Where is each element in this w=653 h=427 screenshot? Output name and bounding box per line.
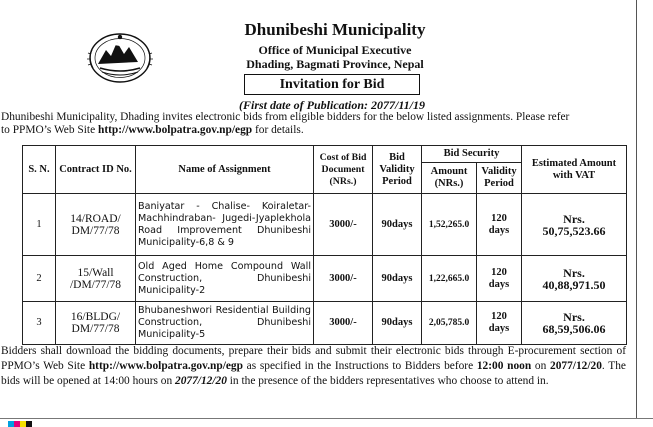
row-cost: 3000/-	[314, 194, 373, 256]
estimated-value: 40,88,971.50	[542, 277, 606, 292]
row-estimated	[522, 194, 627, 256]
header-assignment: Name of Assignment	[136, 146, 314, 194]
row-contract-id: 16/BLDG/ DM/77/78	[56, 302, 136, 345]
office-name: Office of Municipal Executive	[258, 43, 412, 57]
intro-line-2	[1, 124, 635, 137]
estimated-currency: Nrs.	[563, 310, 585, 324]
row-contract-id: 15/Wall /DM/77/78	[56, 256, 136, 302]
row-security-validity: 120 days	[477, 256, 522, 302]
print-color-bar	[8, 421, 32, 427]
closing-text: in the presence of the bidders representatives who choose to attend in.	[226, 375, 549, 388]
municipality-seal-logo	[84, 28, 156, 84]
table-row	[23, 256, 627, 302]
row-assignment: Old Aged Home Compound Wall Construction, Dhunibeshi Municipality-2	[136, 256, 314, 302]
office-address: Dhading, Bagmati Province, Nepal	[246, 57, 424, 71]
row-cost: 3000/-	[314, 256, 373, 302]
header-validity: Bid Validity Period	[373, 146, 422, 194]
row-security-amount: 2,05,785.0	[422, 302, 477, 345]
estimated-value: 50,75,523.66	[542, 223, 606, 238]
row-contract-id: 14/ROAD/ DM/77/78	[56, 194, 136, 256]
closing-text: as specified in the Instructions to Bidders before	[242, 360, 477, 373]
estimated-currency: Nrs.	[563, 211, 585, 226]
bid-table	[22, 145, 627, 345]
intro-line-1: Dhunibeshi Municipality, Dhading invites electronic bids from eligible bidders for the below listed assignments. Please refer	[1, 111, 570, 123]
row-sn: 1	[23, 194, 56, 256]
egp-link[interactable]: http://www.bolpatra.gov.np/egp	[97, 124, 253, 136]
header-estimated: Estimated Amount with VAT	[522, 146, 627, 194]
row-sn: 2	[23, 256, 56, 302]
column-divider	[636, 0, 637, 418]
notice-title: Invitation for Bid	[244, 74, 420, 95]
intro-paragraph	[1, 111, 635, 137]
row-estimated	[522, 256, 627, 302]
deadline-date: 2077/12/20	[550, 360, 602, 373]
municipality-name: Dhunibeshi Municipality	[244, 20, 426, 39]
row-assignment: Baniyatar - Chalise- Koiraletar-Machhindraban- Jugedi-Jyaplekhola Road Improvement Dhunibeshi Municipality-6,8 & 9	[136, 194, 314, 256]
header-contract-id: Contract ID No.	[56, 146, 136, 194]
closing-paragraph	[1, 344, 626, 390]
intro-text: to PPMO’s Web Site	[1, 124, 98, 136]
opening-date: 2077/12/20	[175, 375, 227, 388]
header-sn: S. N.	[23, 146, 56, 194]
row-sn: 3	[23, 302, 56, 345]
header-bid-security: Bid Security	[422, 146, 522, 163]
header-security-validity: Validity Period	[477, 163, 522, 194]
publication-date: (First date of Publication: 2077/11/19	[238, 98, 425, 112]
header-cost: Cost of Bid Document (NRs.)	[314, 146, 373, 194]
table-row	[23, 194, 627, 256]
row-security-amount: 1,22,665.0	[422, 256, 477, 302]
deadline-time: 12:00 noon	[476, 360, 532, 373]
closing-text: . The bids will be opened at 14:00 hours on	[1, 360, 626, 388]
row-cost: 3000/-	[314, 302, 373, 345]
row-estimated	[522, 302, 627, 345]
intro-text-end: for details.	[252, 124, 304, 136]
row-validity: 90days	[373, 256, 422, 302]
bottom-divider	[0, 418, 653, 419]
closing-text: Bidders shall download the bidding documents, prepare their bids and submit their electronic bids through E-procurement section of PPMO’s Web Site	[1, 345, 626, 373]
header-amount: Amount (NRs.)	[422, 163, 477, 194]
row-validity: 90days	[373, 302, 422, 345]
row-security-amount: 1,52,265.0	[422, 194, 477, 256]
row-validity: 90days	[373, 194, 422, 256]
closing-text: on	[531, 360, 551, 373]
row-security-validity: 120 days	[477, 302, 522, 345]
estimated-currency: Nrs.	[563, 265, 585, 280]
estimated-value: 68,59,506.06	[542, 322, 606, 336]
egp-link[interactable]: http://www.bolpatra.gov.np/egp	[88, 360, 243, 373]
row-security-validity: 120 days	[477, 194, 522, 256]
table-row	[23, 302, 627, 345]
row-assignment: Bhubaneshwori Residential Building Construction, Dhunibeshi Municipality-5	[136, 302, 314, 345]
